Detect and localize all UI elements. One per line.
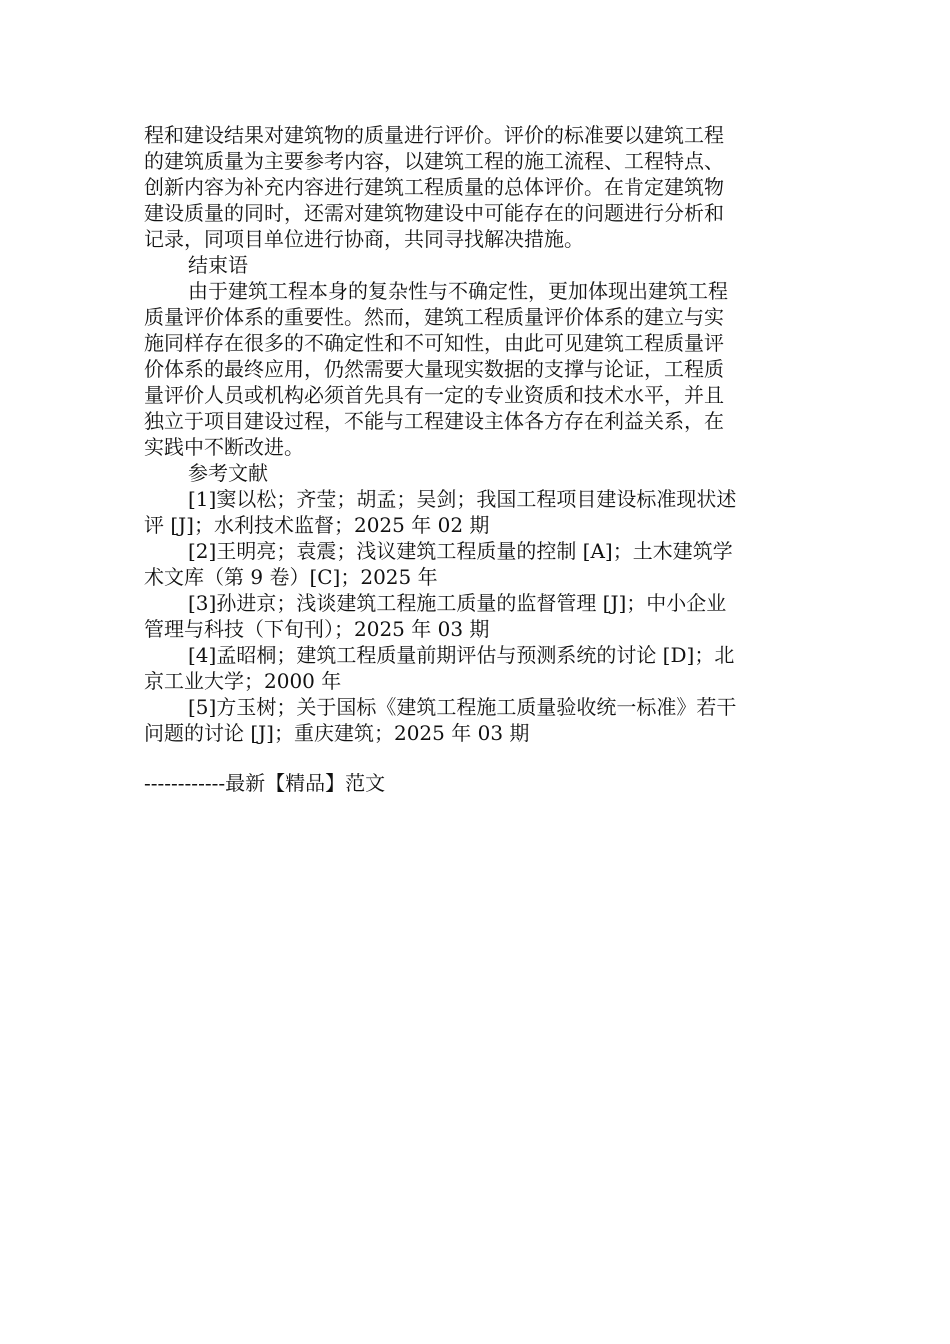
paragraph-line: 实践中不断改进。 <box>144 435 304 459</box>
reference-1-line-1: [1]窦以松；齐莹；胡孟；吴剑；我国工程项目建设标准现状述 <box>188 487 737 511</box>
paragraph-line: 程和建设结果对建筑物的质量进行评价。评价的标准要以建筑工程 <box>144 123 724 147</box>
reference-1-line-2: 评 [J]；水利技术监督；2025 年 02 期 <box>144 513 490 537</box>
paragraph-line: 施同样存在很多的不确定性和不可知性，由此可见建筑工程质量评 <box>144 331 724 355</box>
reference-5-line-1: [5]方玉树；关于国标《建筑工程施工质量验收统一标准》若干 <box>188 695 737 719</box>
reference-2-line-2: 术文库（第 9 卷）[C]；2025 年 <box>144 565 438 589</box>
paragraph-line: 价体系的最终应用，仍然需要大量现实数据的支撑与论证，工程质 <box>144 357 724 381</box>
reference-3-line-2: 管理与科技（下旬刊）；2025 年 03 期 <box>144 617 490 641</box>
footer-note: ------------最新【精品】范文 <box>144 771 386 795</box>
paragraph-line: 质量评价体系的重要性。然而，建筑工程质量评价体系的建立与实 <box>144 305 724 329</box>
reference-3-line-1: [3]孙进京；浅谈建筑工程施工质量的监督管理 [J]；中小企业 <box>188 591 727 615</box>
paragraph-line: 建设质量的同时，还需对建筑物建设中可能存在的问题进行分析和 <box>144 201 724 225</box>
document-body <box>144 122 806 746</box>
conclusion-heading: 结束语 <box>188 253 248 277</box>
paragraph-line: 记录，同项目单位进行协商，共同寻找解决措施。 <box>144 227 584 251</box>
reference-4-line-2: 京工业大学；2000 年 <box>144 669 342 693</box>
paragraph-line: 量评价人员或机构必须首先具有一定的专业资质和技术水平，并且 <box>144 383 724 407</box>
paragraph-line: 创新内容为补充内容进行建筑工程质量的总体评价。在肯定建筑物 <box>144 175 724 199</box>
paragraph-line: 由于建筑工程本身的复杂性与不确定性，更加体现出建筑工程 <box>188 279 728 303</box>
reference-4-line-1: [4]孟昭桐；建筑工程质量前期评估与预测系统的讨论 [D]；北 <box>188 643 735 667</box>
reference-2-line-1: [2]王明亮；袁震；浅议建筑工程质量的控制 [A]；土木建筑学 <box>188 539 733 563</box>
paragraph-line: 的建筑质量为主要参考内容，以建筑工程的施工流程、工程特点、 <box>144 149 724 173</box>
references-heading: 参考文献 <box>188 461 268 485</box>
reference-5-line-2: 问题的讨论 [J]；重庆建筑；2025 年 03 期 <box>144 721 530 745</box>
paragraph-line: 独立于项目建设过程，不能与工程建设主体各方存在利益关系，在 <box>144 409 724 433</box>
